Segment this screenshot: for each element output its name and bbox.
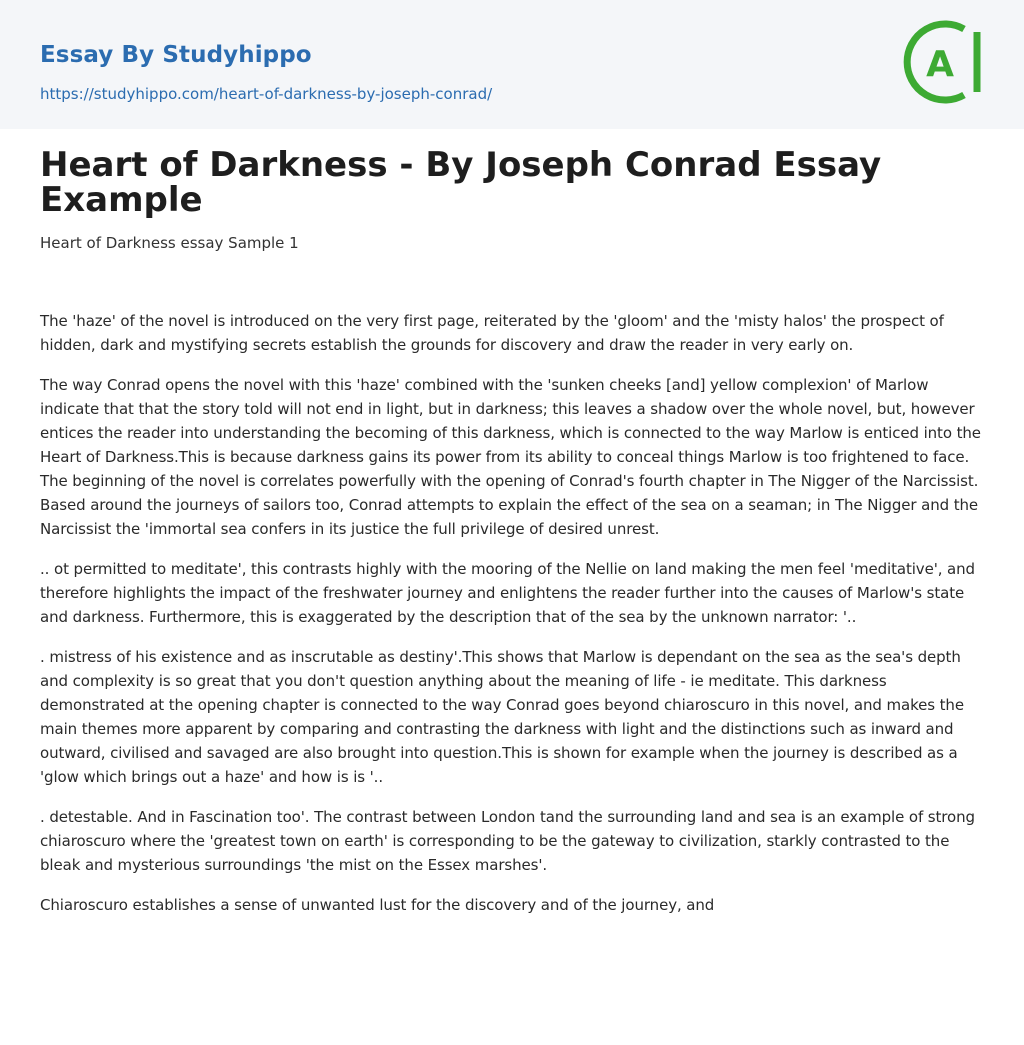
essay-subtitle: Heart of Darkness essay Sample 1	[40, 234, 299, 252]
site-brand[interactable]: Essay By Studyhippo	[40, 42, 312, 68]
essay-paragraph: . detestable. And in Fascination too'. The contrast between London tand the surrounding land and sea is an example of strong chiaroscuro where the 'greatest town on earth' is corresponding to be the gateway to civilization, starkly contrasted to the bleak and mysterious surroundings 'the mist on the Essex marshes'.	[40, 808, 975, 874]
essay-paragraph: Chiaroscuro establishes a sense of unwanted lust for the discovery and of the journey, and	[40, 896, 715, 914]
site-header	[0, 0, 1024, 129]
essay-paragraph: . mistress of his existence and as inscrutable as destiny'.This shows that Marlow is dependant on the sea as the sea's depth and complexity is so great that you don't question anything about the meaning of life - ie meditate. This darkness demonstrated at the opening chapter is connected to the way Conrad goes beyond chiaroscuro in this novel, and makes the main themes more apparent by comparing and contrasting the darkness with light and the distinctions such as inward and outward, civilised and savaged are also brought into question.This is shown for example when the journey is described as a 'glow which brings out a haze' and how is is '..	[40, 648, 964, 786]
essay-paragraph: .. ot permitted to meditate', this contrasts highly with the mooring of the Nellie on land making the men feel 'meditative', and therefore highlights the impact of the freshwater journey and enlightens the reader further into the causes of Marlow's state and darkness. Furthermore, this is exaggerated by the description that of the sea by the unknown narrator: '..	[40, 560, 975, 626]
essay-paragraph: The way Conrad opens the novel with this 'haze' combined with the 'sunken cheeks [and] yellow complexion' of Marlow indicate that that the story told will not end in light, but in darkness; this leaves a shadow over the whole novel, but, however entices the reader into understanding the becoming of this darkness, which is connected to the way Marlow is enticed into the Heart of Darkness.This is because darkness gains its power from its ability to conceal things Marlow is too frightened to face. The beginning of the novel is correlates powerfully with the opening of Conrad's fourth chapter in The Nigger of the Narcissist. Based around the journeys of sailors too, Conrad attempts to explain the effect of the sea on a seaman; in The Nigger and the Narcissist the 'immortal sea confers in its justice the full privilege of desired unrest.	[40, 376, 981, 538]
page-title: Heart of Darkness - By Joseph Conrad Essay Example	[40, 145, 882, 220]
essay-body	[40, 309, 985, 933]
page-url-link[interactable]: https://studyhippo.com/heart-of-darkness-by-joseph-conrad/	[40, 85, 493, 103]
essay-paragraph: The 'haze' of the novel is introduced on the very first page, reiterated by the 'gloom' and the 'misty halos' the prospect of hidden, dark and mystifying secrets establish the grounds for discovery and draw the reader in very early on.	[40, 312, 944, 354]
logo-letter: A	[926, 44, 954, 85]
logo-icon[interactable]	[901, 18, 989, 106]
